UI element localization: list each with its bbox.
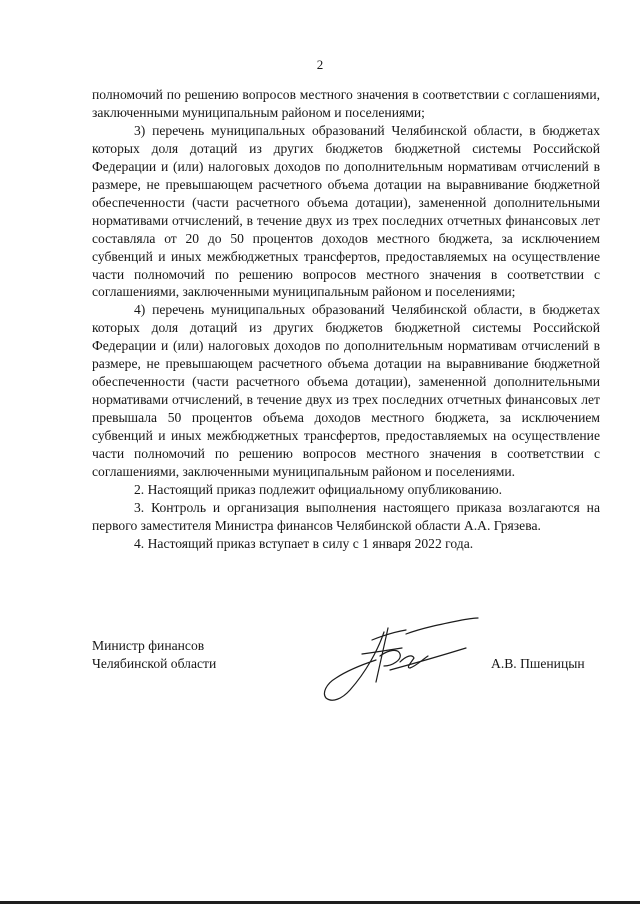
handwritten-signature [302,610,482,710]
signatory-title-line2: Челябинской области [92,656,217,671]
page-bottom-edge [0,901,640,904]
paragraph-continuation: полномочий по решению вопросов местного значения в соответствии с соглашениями, заключенными муниципальным районом и поселениями; [92,87,600,120]
paragraph-item-3: 3) перечень муниципальных образований Челябинской области, в бюджетах которых доля дотаций из других бюджетов бюджетной системы Российской Федерации и (или) налоговых доходов по дополнительным нормативам отчислений в размере, не превышающем расчетного объема дотации на выравнивание бюджетной обеспеченности (части расчетного объема дотации), замененной дополнительными нормативами отчислений, в течение двух из трех последних отчетных финансовых лет составляла от 20 до 50 процентов доходов местного бюджета, за исключением субвенций и иных межбюджетных трансфертов, предоставляемых на осуществление части полномочий по решению вопросов местного значения в соответствии с соглашениями, заключенными муниципальным районом и поселениями; [92,122,600,300]
paragraph-clause-2: 2. Настоящий приказ подлежит официальному опубликованию. [134,481,502,497]
signatory-title [92,637,216,673]
signatory-name: А.В. Пшеницын [491,656,585,671]
page-number: 2 [316,57,324,72]
signatory-title-line1: Министр финансов [92,638,205,653]
paragraph-clause-3: 3. Контроль и организация выполнения настоящего приказа возлагаются на первого заместителя Министра финансов Челябинской области А.А. Грязева. [92,499,600,533]
paragraph-clause-4: 4. Настоящий приказ вступает в силу с 1 января 2022 года. [134,535,474,551]
paragraph-item-4: 4) перечень муниципальных образований Челябинской области, в бюджетах которых доля дотаций из других бюджетов бюджетной системы Российской Федерации и (или) налоговых доходов по дополнительным нормативам отчислений в размере, не превышающем расчетного объема дотации на выравнивание бюджетной обеспеченности (части расчетного объема дотации), замененной дополнительными нормативами отчислений, в течение двух из трех последних отчетных финансовых лет превышала 50 процентов объема доходов местного бюджета, за исключением субвенций и иных межбюджетных трансфертов, предоставляемых на осуществление части полномочий по решению вопросов местного значения в соответствии с соглашениями, заключенными муниципальным районом и поселениями. [92,302,600,480]
document-body [92,86,600,553]
